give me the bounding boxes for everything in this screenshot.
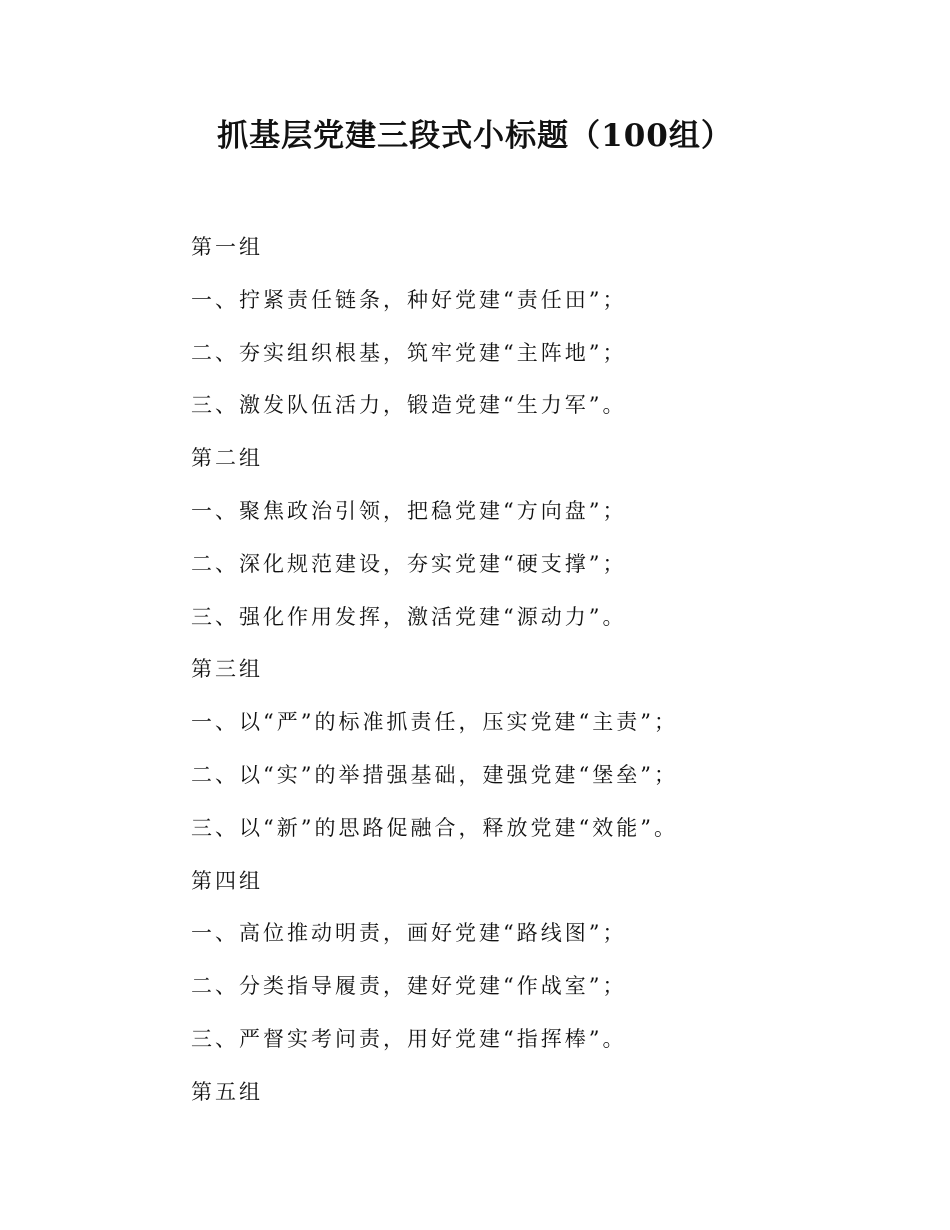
subtitle-line: 二、夯实组织根基，筑牢党建“主阵地”； (191, 340, 627, 365)
subtitle-line: 二、以“实”的举措强基础，建强党建“堡垒”； (191, 762, 678, 787)
document-body (191, 221, 911, 1119)
subtitle-line: 三、严督实考问责，用好党建“指挥棒”。 (191, 1026, 627, 1051)
group-heading: 第四组 (191, 868, 263, 893)
subtitle-line: 二、分类指导履责，建好党建“作战室”； (191, 974, 627, 999)
subtitle-line: 三、强化作用发挥，激活党建“源动力”。 (191, 604, 627, 629)
subtitle-line: 二、深化规范建设，夯实党建“硬支撑”； (191, 551, 627, 576)
subtitle-line: 一、高位推动明责，画好党建“路线图”； (191, 921, 627, 946)
subtitle-line: 三、激发队伍活力，锻造党建“生力军”。 (191, 393, 627, 418)
subtitle-line: 三、以“新”的思路促融合，释放党建“效能”。 (191, 815, 678, 840)
group-heading: 第二组 (191, 446, 263, 471)
subtitle-line: 一、拧紧责任链条，种好党建“责任田”； (191, 287, 627, 312)
document-title: 抓基层党建三段式小标题（100组） (217, 118, 733, 154)
subtitle-line: 一、以“严”的标准抓责任，压实党建“主责”； (191, 710, 678, 735)
group-heading: 第一组 (191, 235, 263, 259)
group-heading: 第五组 (191, 1079, 263, 1104)
subtitle-line: 一、聚焦政治引领，把稳党建“方向盘”； (191, 498, 627, 523)
group-heading: 第三组 (191, 657, 263, 682)
